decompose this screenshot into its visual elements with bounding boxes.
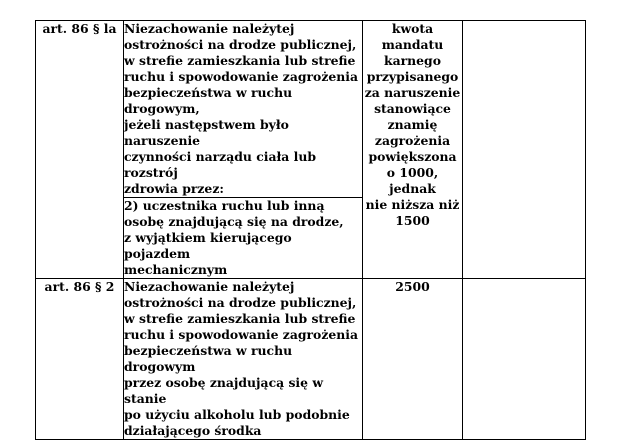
description-line: zdrowia przez: [124,181,224,196]
amount-cell [363,279,463,440]
amount-line: zagrożenia [374,133,451,148]
sub-description-cell [124,198,363,279]
description-line: ostrożności na drodze publicznej, [124,295,357,310]
description-line: ruchu i spowodowanie zagrożenia [124,327,358,342]
table-row [36,21,586,198]
description-line: czynności narządu ciała lub rozstrój [124,149,316,180]
amount-line: przypisanego [366,69,459,84]
description-line: Niezachowanie należytej [124,279,295,294]
description-line: w strefie zamieszkania lub strefie [124,311,356,326]
description-line: ruchu i spowodowanie zagrożenia [124,69,358,84]
description-line: po użyciu alkoholu lub podobnie [124,407,350,422]
description-line: w strefie zamieszkania lub strefie [124,53,356,68]
empty-cell [463,21,586,279]
amount-cell [363,21,463,279]
sub-line: z wyjątkiem kierującego pojazdem [124,230,292,261]
amount-line: powiększona [368,149,457,164]
description-line: bezpieczeństwa w ruchu drogowym [124,343,293,374]
description-line: Niezachowanie należytej [124,21,295,36]
amount-line: 1500 [395,213,430,228]
article-cell: art. 86 § 2 [36,279,124,440]
description-cell [124,21,363,198]
description-line: bezpieczeństwa w ruchu drogowym, [124,85,293,116]
penalty-table [35,20,586,440]
amount-line: mandatu [381,37,444,52]
amount-line: za naruszenie [364,85,461,100]
amount-line: znamię [387,117,438,132]
amount-line: o 1000, jednak [386,165,439,196]
description-line: przez osobę znajdującą się w stanie [124,375,324,406]
description-cell [124,279,363,440]
amount-line: karnego [384,53,441,68]
description-line: ostrożności na drodze publicznej, [124,37,357,52]
sub-line: mechanicznym [124,262,228,277]
amount-line: stanowiące [374,101,451,116]
sub-line: osobę znajdującą się na drodze, [124,214,344,229]
amount-line: 2500 [395,279,430,294]
amount-line: kwota [391,21,434,36]
article-cell: art. 86 § la [36,21,124,279]
description-line: działającego środka [124,423,262,438]
sub-line: 2) uczestnika ruchu lub inną [124,198,325,213]
amount-line: nie niższa niż [365,197,460,212]
empty-cell [463,279,586,440]
description-line: jeżeli następstwem było naruszenie [124,117,289,148]
table-row [36,279,586,440]
